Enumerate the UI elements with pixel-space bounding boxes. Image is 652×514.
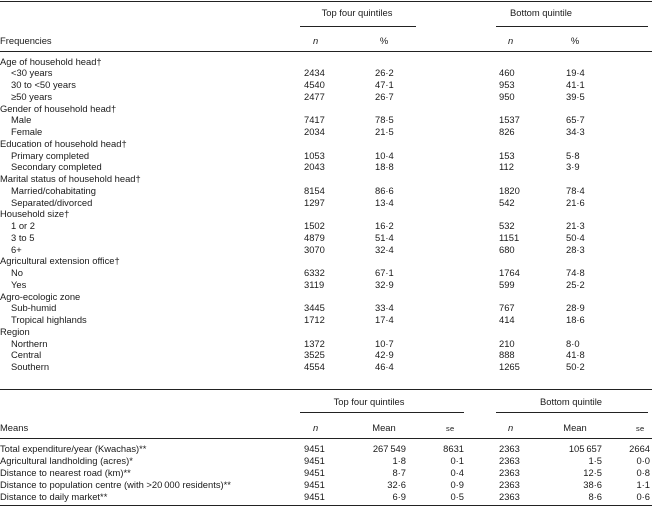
means-se-bottom-cell: 0·8 [636, 466, 650, 478]
row-label: <30 years [11, 67, 53, 79]
means-se-top-cell: 0·9 [450, 478, 464, 490]
means-mean-bottom-cell: 1·5 [588, 454, 602, 466]
pct-top-cell: 67·1 [375, 267, 394, 278]
n-bottom-cell: 1537 [499, 114, 520, 126]
pct-top-cell: 13·4 [375, 196, 394, 208]
pct-top-cell: 78·5 [375, 114, 394, 126]
n-bottom-cell: 950 [499, 90, 515, 102]
pct-bottom-cell: 34·3 [566, 126, 585, 137]
pct-bottom-cell: 74·8 [566, 267, 585, 278]
means-se-bottom-cell: 0·6 [636, 490, 650, 502]
n-top-cell: 1712 [304, 314, 325, 325]
pct-top-cell: 33·4 [375, 302, 394, 314]
n-top-cell: 1502 [304, 220, 325, 231]
n-bottom-cell: 460 [499, 67, 515, 79]
header-rule [0, 51, 652, 52]
section-heading: Agricultural extension office† [0, 255, 120, 267]
pct-bottom-cell: 18·6 [566, 314, 585, 325]
n-bottom-cell: 1265 [499, 361, 520, 372]
pct-top-cell: 16·2 [375, 220, 394, 231]
n-top-cell: 2043 [304, 161, 325, 173]
means-group-underline-bottom [496, 412, 648, 413]
means-n-bottom-cell: 2363 [499, 454, 520, 466]
row-label: Primary completed [11, 149, 90, 161]
n-top-cell: 1372 [304, 337, 325, 349]
pct-top-cell: 26·2 [375, 67, 394, 79]
n-top-cell: 4554 [304, 361, 325, 372]
pct-bottom-cell: 3·9 [566, 161, 580, 173]
n-top-cell: 1053 [304, 149, 325, 161]
means-n-top-cell: 9451 [304, 466, 325, 478]
means-n-top-cell: 9451 [304, 478, 325, 490]
row-label: Separated/divorced [11, 196, 93, 208]
means-n-bottom-cell: 2363 [499, 490, 520, 502]
means-n-bottom-cell: 2363 [499, 478, 520, 490]
row-label: Northern [11, 337, 48, 349]
pct-top-cell: 10·4 [375, 149, 394, 161]
means-mean-bottom-cell: 12·5 [583, 466, 602, 478]
col-pct-top: % [379, 35, 389, 46]
means-n-bottom-cell: 2363 [499, 466, 520, 478]
n-top-cell: 3119 [304, 278, 325, 290]
means-n-bottom-cell: 2363 [499, 443, 520, 454]
means-mean-bottom-cell: 8·6 [588, 490, 602, 502]
means-mean-top-cell: 8·7 [392, 466, 406, 478]
pct-bottom-cell: 39·5 [566, 90, 585, 102]
n-top-cell: 2477 [304, 90, 325, 102]
group-underline-bottom [496, 26, 648, 27]
n-top-cell: 8154 [304, 184, 325, 196]
row-label: Yes [11, 278, 27, 290]
n-bottom-cell: 153 [499, 149, 515, 161]
section-heading: Household size† [0, 208, 70, 220]
means-row-label: Distance to nearest road (km)** [0, 466, 131, 478]
means-se-top-cell: 0·4 [450, 466, 464, 478]
n-bottom-cell: 210 [499, 337, 515, 349]
n-top-cell: 7417 [304, 114, 325, 126]
row-label: Central [11, 349, 42, 361]
n-top-cell: 2034 [304, 126, 325, 137]
row-label: 3 to 5 [11, 231, 35, 243]
pct-bottom-cell: 78·4 [566, 184, 585, 196]
pct-top-cell: 47·1 [375, 79, 394, 90]
pct-top-cell: 26·7 [375, 90, 394, 102]
n-top-cell: 2434 [304, 67, 325, 79]
means-row-label: Distance to population centre (with >20 000 residents)** [0, 478, 231, 490]
pct-top-cell: 46·4 [375, 361, 394, 372]
pct-bottom-cell: 21·3 [566, 220, 585, 231]
section-heading: Region [0, 325, 30, 337]
row-label: Sub-humid [11, 302, 57, 314]
means-col-se-bottom: se [636, 424, 645, 433]
means-mean-bottom-cell: 38·6 [583, 478, 602, 490]
row-label: 1 or 2 [11, 220, 35, 231]
pct-top-cell: 32·9 [375, 278, 394, 290]
pct-top-cell: 10·7 [375, 337, 394, 349]
n-top-cell: 3525 [304, 349, 325, 361]
n-bottom-cell: 680 [499, 243, 515, 255]
n-bottom-cell: 888 [499, 349, 515, 361]
means-col-se-top: se [446, 424, 455, 433]
row-label: Southern [11, 361, 50, 372]
means-group-underline-top [300, 412, 464, 413]
n-top-cell: 3445 [304, 302, 325, 314]
group-underline-top [300, 26, 416, 27]
pct-bottom-cell: 28·3 [566, 243, 585, 255]
n-bottom-cell: 826 [499, 126, 515, 137]
means-n-top-cell: 9451 [304, 443, 325, 454]
means-se-bottom-cell: 1·1 [636, 478, 650, 490]
pct-top-cell: 86·6 [375, 184, 394, 196]
means-row-label: Total expenditure/year (Kwachas)** [0, 443, 147, 454]
means-row-label: Distance to daily market** [0, 490, 108, 502]
means-col-mean-top: Mean [372, 422, 396, 433]
n-top-cell: 3070 [304, 243, 325, 255]
pct-bottom-cell: 28·9 [566, 302, 585, 314]
pct-bottom-cell: 8·0 [566, 337, 580, 349]
means-n-top-cell: 9451 [304, 490, 325, 502]
pct-top-cell: 51·4 [375, 231, 394, 243]
pct-top-cell: 18·8 [375, 161, 394, 173]
n-bottom-cell: 542 [499, 196, 515, 208]
means-header-rule [0, 438, 652, 439]
n-top-cell: 6332 [304, 267, 325, 278]
n-bottom-cell: 767 [499, 302, 515, 314]
group-header-bottom-quintile: Bottom quintile [509, 7, 573, 18]
col-n-bottom: n [508, 35, 514, 46]
pct-top-cell: 21·5 [375, 126, 394, 137]
section-heading: Education of household head† [0, 137, 127, 149]
means-top-rule [0, 389, 652, 390]
pct-bottom-cell: 21·6 [566, 196, 585, 208]
means-n-top-cell: 9451 [304, 454, 325, 466]
means-se-top-cell: 8631 [443, 443, 464, 454]
means-mean-top-cell: 267 549 [372, 443, 406, 454]
row-label: Tropical highlands [11, 314, 87, 325]
n-bottom-cell: 1151 [499, 231, 520, 243]
pct-top-cell: 32·4 [375, 243, 394, 255]
row-label: Female [11, 126, 43, 137]
section-heading: Gender of household head† [0, 102, 117, 114]
pct-bottom-cell: 41·1 [566, 79, 585, 90]
col-n-top: n [313, 35, 319, 46]
means-row-label: Agricultural landholding (acres)* [0, 454, 133, 466]
means-mean-top-cell: 1·8 [392, 454, 406, 466]
n-bottom-cell: 112 [499, 161, 514, 173]
section-heading: Age of household head† [0, 55, 102, 67]
means-col-n-top: n [313, 422, 319, 433]
pct-bottom-cell: 5·8 [566, 149, 580, 161]
row-label: No [11, 267, 23, 278]
frequencies-header: Frequencies [0, 35, 52, 46]
means-mean-bottom-cell: 105 657 [568, 443, 602, 454]
means-group-header-bottom: Bottom quintile [539, 396, 603, 407]
n-top-cell: 4879 [304, 231, 325, 243]
n-bottom-cell: 532 [499, 220, 515, 231]
pct-bottom-cell: 50·4 [566, 231, 585, 243]
means-col-mean-bottom: Mean [563, 422, 587, 433]
means-mean-top-cell: 32·6 [387, 478, 406, 490]
means-se-top-cell: 0·1 [450, 454, 464, 466]
n-bottom-cell: 1820 [499, 184, 520, 196]
means-group-header-top: Top four quintiles [333, 396, 405, 407]
pct-bottom-cell: 25·2 [566, 278, 585, 290]
means-col-n-bottom: n [508, 422, 514, 433]
pct-bottom-cell: 41·8 [566, 349, 585, 361]
bottom-rule [0, 505, 652, 506]
means-se-bottom-cell: 0·0 [636, 454, 650, 466]
n-bottom-cell: 599 [499, 278, 515, 290]
means-se-bottom-cell: 2664 [629, 443, 650, 454]
row-label: Secondary completed [11, 161, 102, 173]
pct-bottom-cell: 19·4 [566, 67, 585, 79]
n-top-cell: 1297 [304, 196, 325, 208]
row-label: ≥50 years [11, 90, 53, 102]
means-mean-top-cell: 6·9 [392, 490, 406, 502]
pct-bottom-cell: 65·7 [566, 114, 585, 126]
means-header: Means [0, 422, 29, 433]
n-bottom-cell: 953 [499, 79, 515, 90]
row-label: Married/cohabitating [11, 184, 96, 196]
pct-top-cell: 17·4 [375, 314, 394, 325]
n-bottom-cell: 1764 [499, 267, 520, 278]
row-label: Male [11, 114, 32, 126]
col-pct-bottom: % [570, 35, 580, 46]
section-heading: Marital status of household head† [0, 173, 141, 184]
n-bottom-cell: 414 [499, 314, 515, 325]
row-label: 6+ [11, 243, 22, 255]
pct-bottom-cell: 50·2 [566, 361, 585, 372]
group-header-top-quintiles: Top four quintiles [321, 7, 393, 18]
section-heading: Agro-ecologic zone [0, 290, 81, 302]
means-se-top-cell: 0·5 [450, 490, 464, 502]
row-label: 30 to <50 years [11, 79, 76, 90]
pct-top-cell: 42·9 [375, 349, 394, 361]
top-rule [0, 1, 652, 2]
n-top-cell: 4540 [304, 79, 325, 90]
